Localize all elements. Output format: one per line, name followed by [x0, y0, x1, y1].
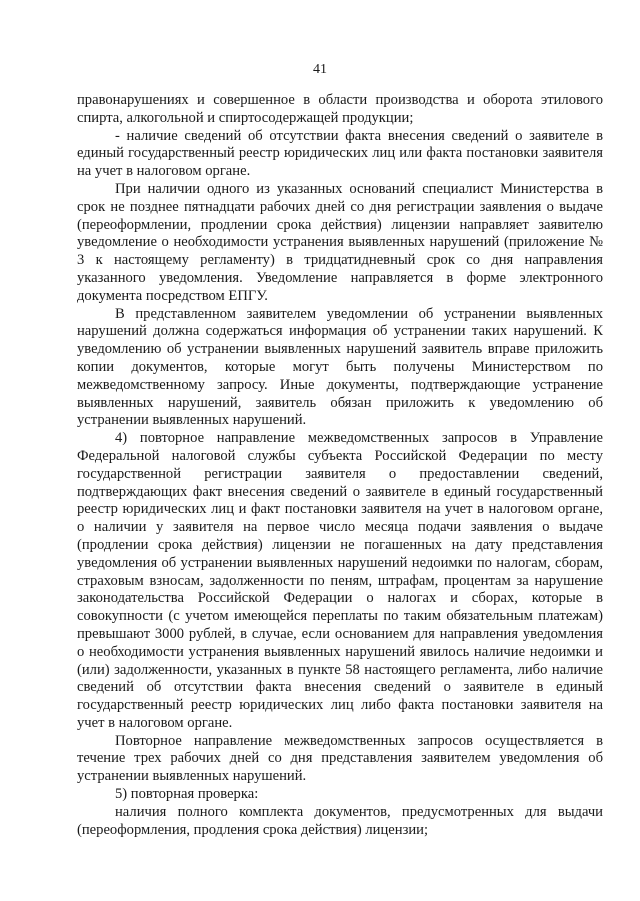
paragraph-1-continuation: правонарушениях и совершенное в области производства и оборота этилового спирта, алкогольной и спиртосодержащей продукции; — [77, 92, 603, 126]
paragraph-complete-documents: наличия полного комплекта документов, предусмотренных для выдачи (переоформления, продления срока действия) лицензии; — [77, 803, 603, 838]
document-body — [77, 92, 603, 839]
page-number: 41 — [313, 62, 327, 77]
paragraph-notification-content: В представленном заявителем уведомлении об устранении выявленных нарушений должна содержаться информация об устранении таких нарушений. К уведомлению об устранении выявленных нарушений заявитель вправе приложить копии документов, которые могут быть получены Министерством по межведомственному запросу. Иные документы, подтверждающие устранение выявленных нарушений, заявитель обязан приложить к уведомлению об устранении выявленных нарушений. — [77, 305, 603, 429]
paragraph-notification-procedure: При наличии одного из указанных оснований специалист Министерства в срок не позднее пятнадцати рабочих дней со дня регистрации заявления о выдаче (переоформлении, продлении срока действия) лицензии направляет заявителю уведомление о необходимости устранения выявленных нарушений (приложение № 3 к настоящему регламенту) в тридцатидневный срок со дня направления указанного уведомления. Уведомление направляется в форме электронного документа посредством ЕПГУ. — [77, 180, 603, 304]
paragraph-repeat-check-heading: 5) повторная проверка: — [115, 786, 259, 803]
paragraph-repeat-requests-timing: Повторное направление межведомственных запросов осуществляется в течение трех рабочих дней со дня представления заявителем уведомления об устранении выявленных нарушений. — [77, 732, 603, 785]
paragraph-repeat-interagency-requests: 4) повторное направление межведомственных запросов в Управление Федеральной налоговой службы субъекта Российской Федерации по месту государственной регистрации заявителя о предоставлении сведений, подтверждающих факт внесения сведений о заявителе в единый государственный реестр юридических лиц и факт постановки заявителя на учет в налоговом органе, о наличии у заявителя на первое число месяца подачи заявления о выдаче (продлении срока действия) лицензии не погашенных на дату представления уведомления об устранении выявленных нарушений недоимки по налогам, сборам, страховым взносам, задолженности по пеням, штрафам, процентам за нарушение законодательства Российской Федерации о налогах и сборах, которые в совокупности (с учетом имеющейся переплаты по таким обязательным платежам) превышают 3000 рублей, в случае, если основанием для направления уведомления о необходимости устранения выявленных нарушений явилось наличие недоимки и (или) задолженности, указанных в пункте 58 настоящего регламента, либо наличие сведений об отсутствии факта внесения сведений о заявителе в единый государственный реестр юридических лиц либо факта постановки заявителя на учет в налоговом органе. — [77, 430, 603, 731]
paragraph-absence-of-registry-info: - наличие сведений об отсутствии факта внесения сведений о заявителе в единый государственный реестр юридических лиц или факта постановки заявителя на учет в налоговом органе. — [77, 127, 603, 180]
